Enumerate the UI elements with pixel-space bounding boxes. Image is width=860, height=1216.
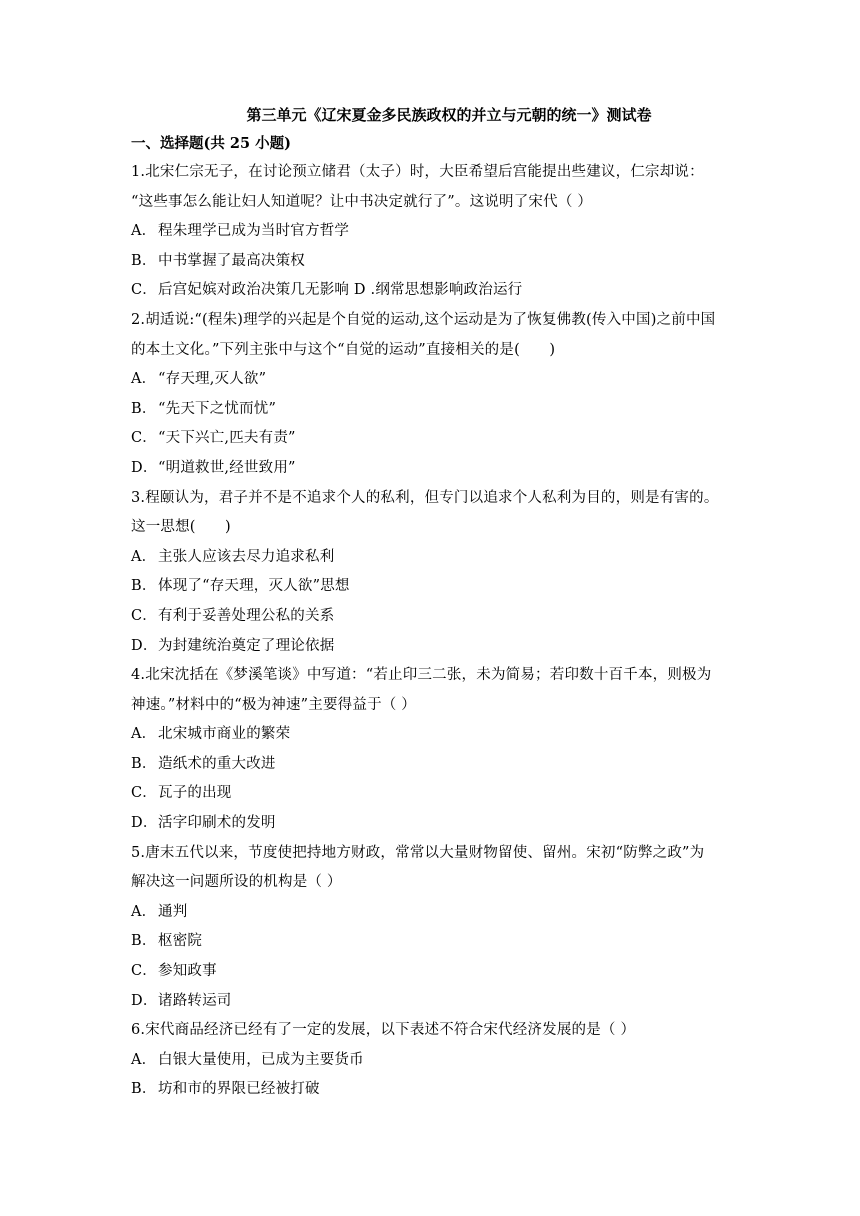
option-text: 坊和市的界限已经被打破 [158, 1081, 320, 1098]
question-stem-line: 解决这一问题所设的机构是（ ） [131, 874, 342, 891]
answer-option [131, 602, 731, 632]
option-text: “明道救世,经世致用” [158, 459, 296, 476]
question [131, 484, 731, 662]
question-stem [131, 484, 731, 543]
question-stem-line: 神速。”材料中的“极为神速”主要得益于（ ） [131, 696, 416, 713]
question-stem [131, 306, 731, 365]
answer-option [131, 395, 731, 425]
option-text: “天下兴亡,匹夫有责” [158, 430, 296, 447]
option-text: 通判 [158, 903, 188, 920]
option-letter: D． [131, 815, 158, 832]
question-stem-line: 2.胡适说:“(程朱)理学的兴起是个自觉的运动,这个运动是为了恢复佛教(传入中国)之前中国 [131, 311, 716, 328]
question-stem-line: 6.宋代商品经济已经有了一定的发展，以下表述不符合宋代经济发展的是（ ） [131, 1022, 636, 1039]
option-letter: A． [131, 223, 157, 240]
exam-page [131, 101, 731, 1105]
option-text: 白银大量使用，已成为主要货币 [158, 1051, 364, 1068]
answer-option [131, 927, 731, 957]
question [131, 158, 731, 306]
answer-option [131, 247, 731, 277]
option-text: 程朱理学已成为当时官方哲学 [158, 223, 350, 240]
answer-option [131, 1046, 731, 1076]
option-text: 活字印刷术的发明 [158, 815, 276, 832]
question-stem-line: 1.北宋仁宗无子，在讨论预立储君（太子）时，大臣希望后宫能提出些建议，仁宗却说： [131, 164, 704, 180]
option-letter: D． [131, 637, 158, 654]
option-letter: A． [131, 1051, 157, 1068]
option-letter: A． [131, 548, 157, 565]
section-heading: 一、选择题(共 25 小题) [131, 135, 291, 152]
question-stem-line: 这一思想( ) [131, 519, 231, 536]
answer-option [131, 454, 731, 484]
question-stem-line: “这些事怎么能让妇人知道呢？让中书决定就行了”。这说明了宋代（ ） [131, 193, 593, 210]
option-text: 后宫妃嫔对政治决策几无影响 D .纲常思想影响政治运行 [158, 282, 523, 299]
option-text: 为封建统治奠定了理论依据 [158, 637, 335, 654]
option-text: 瓦子的出现 [158, 785, 232, 802]
question [131, 1016, 731, 1105]
question-stem-line: 3.程颐认为，君子并不是不追求个人的私利，但专门以追求个人私利为目的，则是有害的。 [131, 489, 719, 506]
answer-option [131, 898, 731, 928]
option-text: 枢密院 [158, 933, 203, 950]
option-letter: B． [131, 1081, 157, 1098]
question-stem [131, 661, 731, 720]
question-stem [131, 158, 731, 217]
answer-option [131, 987, 731, 1017]
answer-option [131, 276, 731, 306]
option-letter: B． [131, 933, 157, 950]
answer-option [131, 809, 731, 839]
option-text: 诸路转运司 [158, 992, 232, 1009]
exam-title: 第三单元《辽宋夏金多民族政权的并立与元朝的统一》测试卷 [246, 106, 652, 124]
option-text: “存天理,灭人欲” [158, 371, 267, 388]
option-letter: B． [131, 400, 157, 417]
question-stem-line: 的本土文化。”下列主张中与这个“自觉的运动”直接相关的是( ) [131, 341, 556, 358]
option-letter: B． [131, 252, 157, 269]
question-stem [131, 839, 731, 898]
question [131, 306, 731, 484]
answer-option [131, 543, 731, 573]
option-letter: A． [131, 726, 157, 743]
answer-option [131, 365, 731, 395]
option-text: 造纸术的重大改进 [158, 755, 276, 772]
option-letter: C． [131, 282, 157, 299]
answer-option [131, 424, 731, 454]
option-text: 主张人应该去尽力追求私利 [158, 548, 335, 565]
option-letter: B． [131, 578, 157, 595]
answer-option [131, 1075, 731, 1105]
question-stem-line: 4.北宋沈括在《梦溪笔谈》中写道：“若止印三二张，未为简易；若印数十百千本，则极为 [131, 667, 712, 684]
answer-option [131, 632, 731, 662]
option-letter: D． [131, 459, 158, 476]
answer-option [131, 779, 731, 809]
answer-option [131, 720, 731, 750]
question [131, 661, 731, 839]
option-letter: C． [131, 607, 157, 624]
answer-option [131, 750, 731, 780]
option-letter: C． [131, 785, 157, 802]
answer-option [131, 572, 731, 602]
option-text: 有利于妥善处理公私的关系 [158, 607, 335, 624]
option-letter: C． [131, 963, 157, 980]
question-stem-line: 5.唐末五代以来，节度使把持地方财政，常常以大量财物留使、留州。宋初“防弊之政”为 [131, 844, 705, 861]
option-text: 北宋城市商业的繁荣 [158, 726, 291, 743]
option-text: 参知政事 [158, 963, 217, 980]
option-text: “先天下之忧而忧” [158, 400, 277, 417]
option-text: 体现了“存天理，灭人欲”思想 [158, 578, 350, 595]
option-letter: C． [131, 430, 157, 447]
option-text: 中书掌握了最高决策权 [158, 252, 305, 269]
question [131, 839, 731, 1017]
option-letter: A． [131, 371, 157, 388]
option-letter: D． [131, 992, 158, 1009]
answer-option [131, 957, 731, 987]
question-stem [131, 1016, 731, 1046]
option-letter: A． [131, 903, 157, 920]
answer-option [131, 217, 731, 247]
option-letter: B． [131, 755, 157, 772]
